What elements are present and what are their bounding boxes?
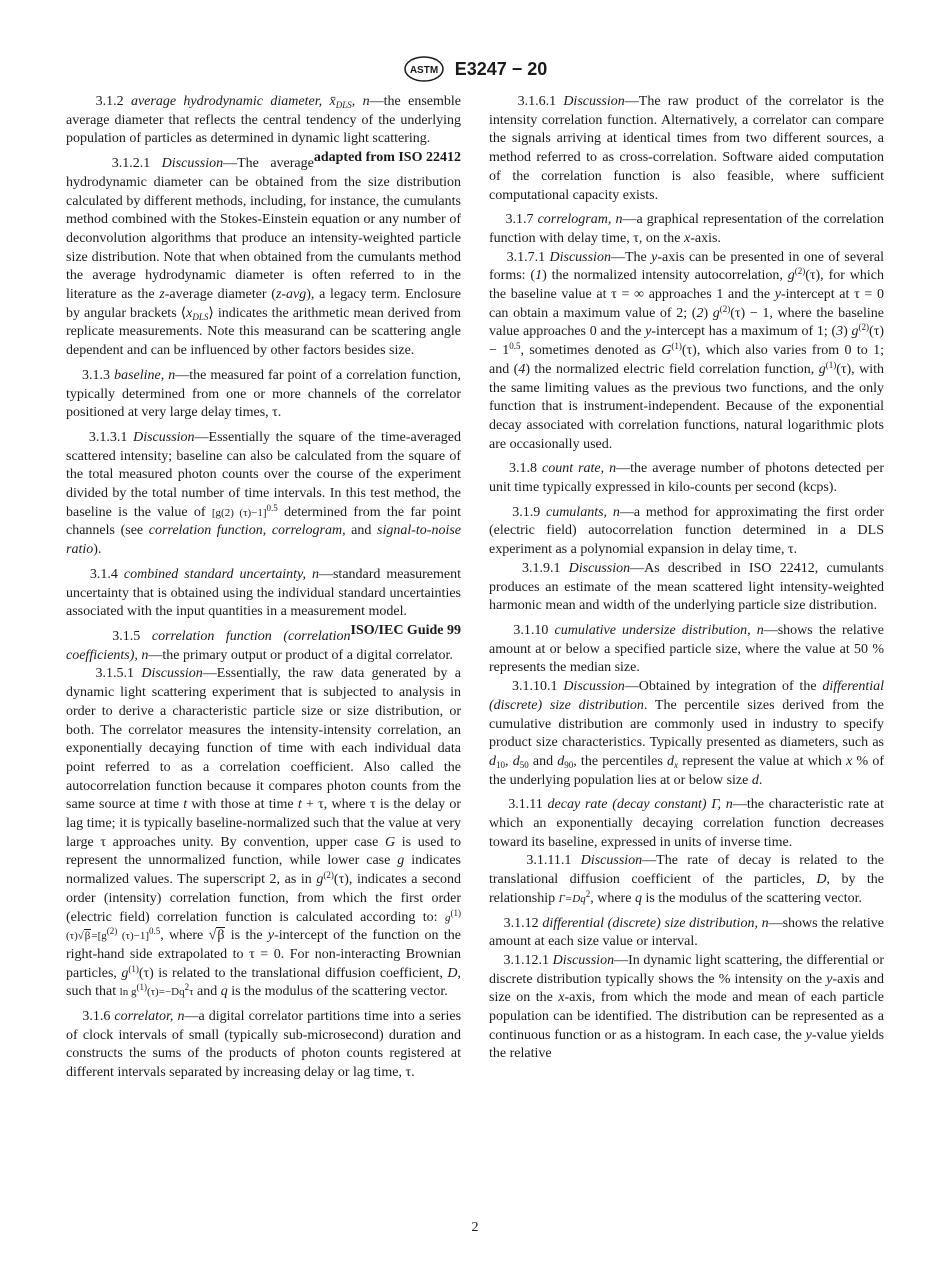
def-differential-size-distribution: 3.1.12 differential (discrete) size distribution, n—shows the relative amount at each size value or interval. — [489, 915, 885, 950]
discussion-3-1-2-1: 3.1.2.1 Discussion—The average hydrodynamic diameter can be obtained from the size distribution calculated by different methods, including, for instance, the cumulants method combined with the Stokes-Einstein equation or any number of deconvolution algorithms that produce an intensity-weighted particle size distribution. Note that when obtained from the cumulants method the average hydrodynamic diameter is often referred to in the literature as the z-average diameter (z-avg), a legacy term. Enclosure by angular brackets $⟨x_{DLS}⟩$ indicates the arithmetic mean derived from replicate measurements. Note this measurand can be scattering angle dependent and can be influenced by other factors besides size. — [66, 156, 461, 359]
discussion-3-1-6-1: 3.1.6.1 Discussion—The raw product of the correlator is the intensity correlation function. Alternatively, a correlator can compare the signals arriving at identical times from two different sources, a method referred to as cross-correlation. Software aided computation of the correlation function is also feasible, where sufficient computational capacity exists. — [489, 94, 885, 203]
def-cumulative-undersize-distribution: 3.1.10 cumulative undersize distribution, n—shows the relative amount at or below a specified particle size, where the value at 50 % represents the median size. — [489, 622, 884, 676]
def-average-hydrodynamic-diameter: 3.1.2 average hydrodynamic diameter, $x̄_{DLS}$, n—the ensemble average diameter that reflects the central tendency of the underlying population of particles as determined in dynamic light scattering. adapted from ISO 22412 — [66, 93, 461, 149]
astm-logo-icon — [403, 56, 445, 82]
def-correlogram: 3.1.7 correlogram, n—a graphical representation of the correlation function with delay time, τ, on the x-axis. — [489, 212, 885, 246]
discussion-3-1-11-1: 3.1.11.1 Discussion—The rate of decay is related to the translational diffusion coefficient of the particles, D, by the relationship $\Gamma=Dq^2$, where q is the modulus of the scattering vector. — [489, 853, 885, 906]
def-correlator: 3.1.6 correlator, n—a digital correlator partitions time into a series of clock intervals of small (typically sub-microsecond) duration and constructs the sums of the products of photon counts registered at different intervals separated by increasing delay or lag time, τ. — [66, 1009, 462, 1081]
discussion-3-1-5-1: 3.1.5.1 Discussion—Essentially, the raw data generated by a dynamic light scattering experiment that is subjected to analysis in order to derive a characteristic particle size or size distribution, or both. The correlator measures the intensity-intensity correlation, an exponentially decaying function of time with each individual data point referred to as a correlation coefficient. Also called the autocorrelation function because it compares photon counts from the same source at time t with those at time t + τ, where τ is the delay or lag time; it is typically baseline-normalized such that the value at very large τ approaches unity. By convention, upper case G is used to represent the unnormalized function, while lower case g indicates normalized values. The superscript 2, as in $g^{(2)}(\tau)$, indicates a second order (intensity) correlation function, from which the first order (electric field) correlation function is calculated according to: $g^{(1)}(\tau)√\beta=[g^{(2)}$ (τ)−1]$^{0.5}$, where √β is the y-intercept of the function on the right-hand side extrapolated to τ = 0. For non-interacting Brownian particles, $g^{(1)}(\tau)$ is related to the translational diffusion coefficient, D, such that $\ln g^{(1)}(\tau)=-Dq^2\tau$ and q is the modulus of the scattering vector. — [66, 666, 462, 1000]
discussion-3-1-7-1: 3.1.7.1 Discussion—The y-axis can be presented in one of several forms: (1) the normalized intensity autocorrelation, $g^{(2)}(\tau)$, for which the baseline value at τ = ∞ approaches 1 and the y-intercept at τ = 0 can obtain a maximum value of 2; (2) $g^{(2)}(\tau) - 1$, where the baseline value approaches 0 and the y-intercept has a maximum of 1; (3) $g^{(2)}(\tau) - 1^{0.5}$, sometimes denoted as $G^{(1)}(\tau)$, which also varies from 0 to 1; and (4) the normalized electric field correlation function, $g^{(1)}(\tau)$, with the same limiting values as the previous two functions, and the only function that is instrument-independent. Because of the exponential decay associated with correlation functions, natural logarithmic plots are occasionally used. — [489, 249, 885, 452]
svg-text:ASTM: ASTM — [409, 65, 438, 76]
page-number: 2 — [471, 1220, 479, 1235]
right-column — [489, 93, 884, 1070]
discussion-3-1-12-1: 3.1.12.1 Discussion—In dynamic light scattering, the differential or discrete distribution typically shows the % intensity on the y-axis and size on the x-axis, from which the mode and mean of each particle population can be identified. The distribution can be represented as a continuous function or as a histogram. In each case, the y-value yields the relative — [489, 952, 885, 1062]
discussion-3-1-3-1: 3.1.3.1 Discussion—Essentially the square of the time-averaged scattered intensity; baseline can also be calculated from the square of the total measured photon counts over the course of the experiment divided by the total number of time intervals. In this test method, the baseline is the value of [g(2) (τ)−1]$^{0.5}$ determined from the far point channels (see correlation function, correlogram, and signal-to-noise ratio). — [66, 429, 462, 558]
page-header — [0, 56, 950, 82]
source-reference: ISO/IEC Guide 99 — [350, 622, 461, 638]
def-decay-rate: 3.1.11 decay rate (decay constant) Γ, n—the characteristic rate at which an exponentially decaying correlation function decreases toward its baseline, expressed in units of inverse time. — [489, 797, 885, 850]
source-reference: adapted from ISO 22412 — [313, 150, 461, 166]
def-count-rate: 3.1.8 count rate, n—the average number of photons detected per unit time typically expressed in kilo-counts per second (kcps). — [489, 461, 885, 496]
left-column — [66, 93, 461, 1089]
def-combined-standard-uncertainty: 3.1.4 combined standard uncertainty, n—standard measurement uncertainty that is obtained using the individual standard uncertainties associated with the input quantities in a measurement model. ISO/IEC Guide 99 — [66, 566, 461, 622]
def-baseline: 3.1.3 baseline, n—the measured far point of a correlation function, typically determined from one or more channels of the correlator positioned at very large delay times, τ. — [66, 367, 462, 421]
standard-designation: E3247 − 20 — [454, 58, 548, 79]
discussion-3-1-10-1: 3.1.10.1 Discussion—Obtained by integration of the differential (discrete) size distribution. The percentile sizes derived from the cumulative distribution are commonly used in industry to specify product size characteristics. Typically presented as diameters, such as $d_{10}$, $d_{50}$ and $d_{90}$, the percentiles $d_x$ represent the value at which x % of the underlying population lies at or below size d. — [489, 679, 885, 788]
def-cumulants: 3.1.9 cumulants, n—a method for approximating the first order (electric field) autocorrelation function determined in a DLS experiment as a polynomial expansion in delay time, τ. — [489, 504, 884, 558]
discussion-3-1-9-1: 3.1.9.1 Discussion—As described in ISO 22412, cumulants produces an estimate of the mean scattered light intensity-weighted harmonic mean and width of the underlying particle size distribution. — [489, 560, 884, 614]
def-correlation-function: 3.1.5 correlation function (correlation coefficients), n—the primary output or product of a digital correlator. — [66, 628, 453, 663]
